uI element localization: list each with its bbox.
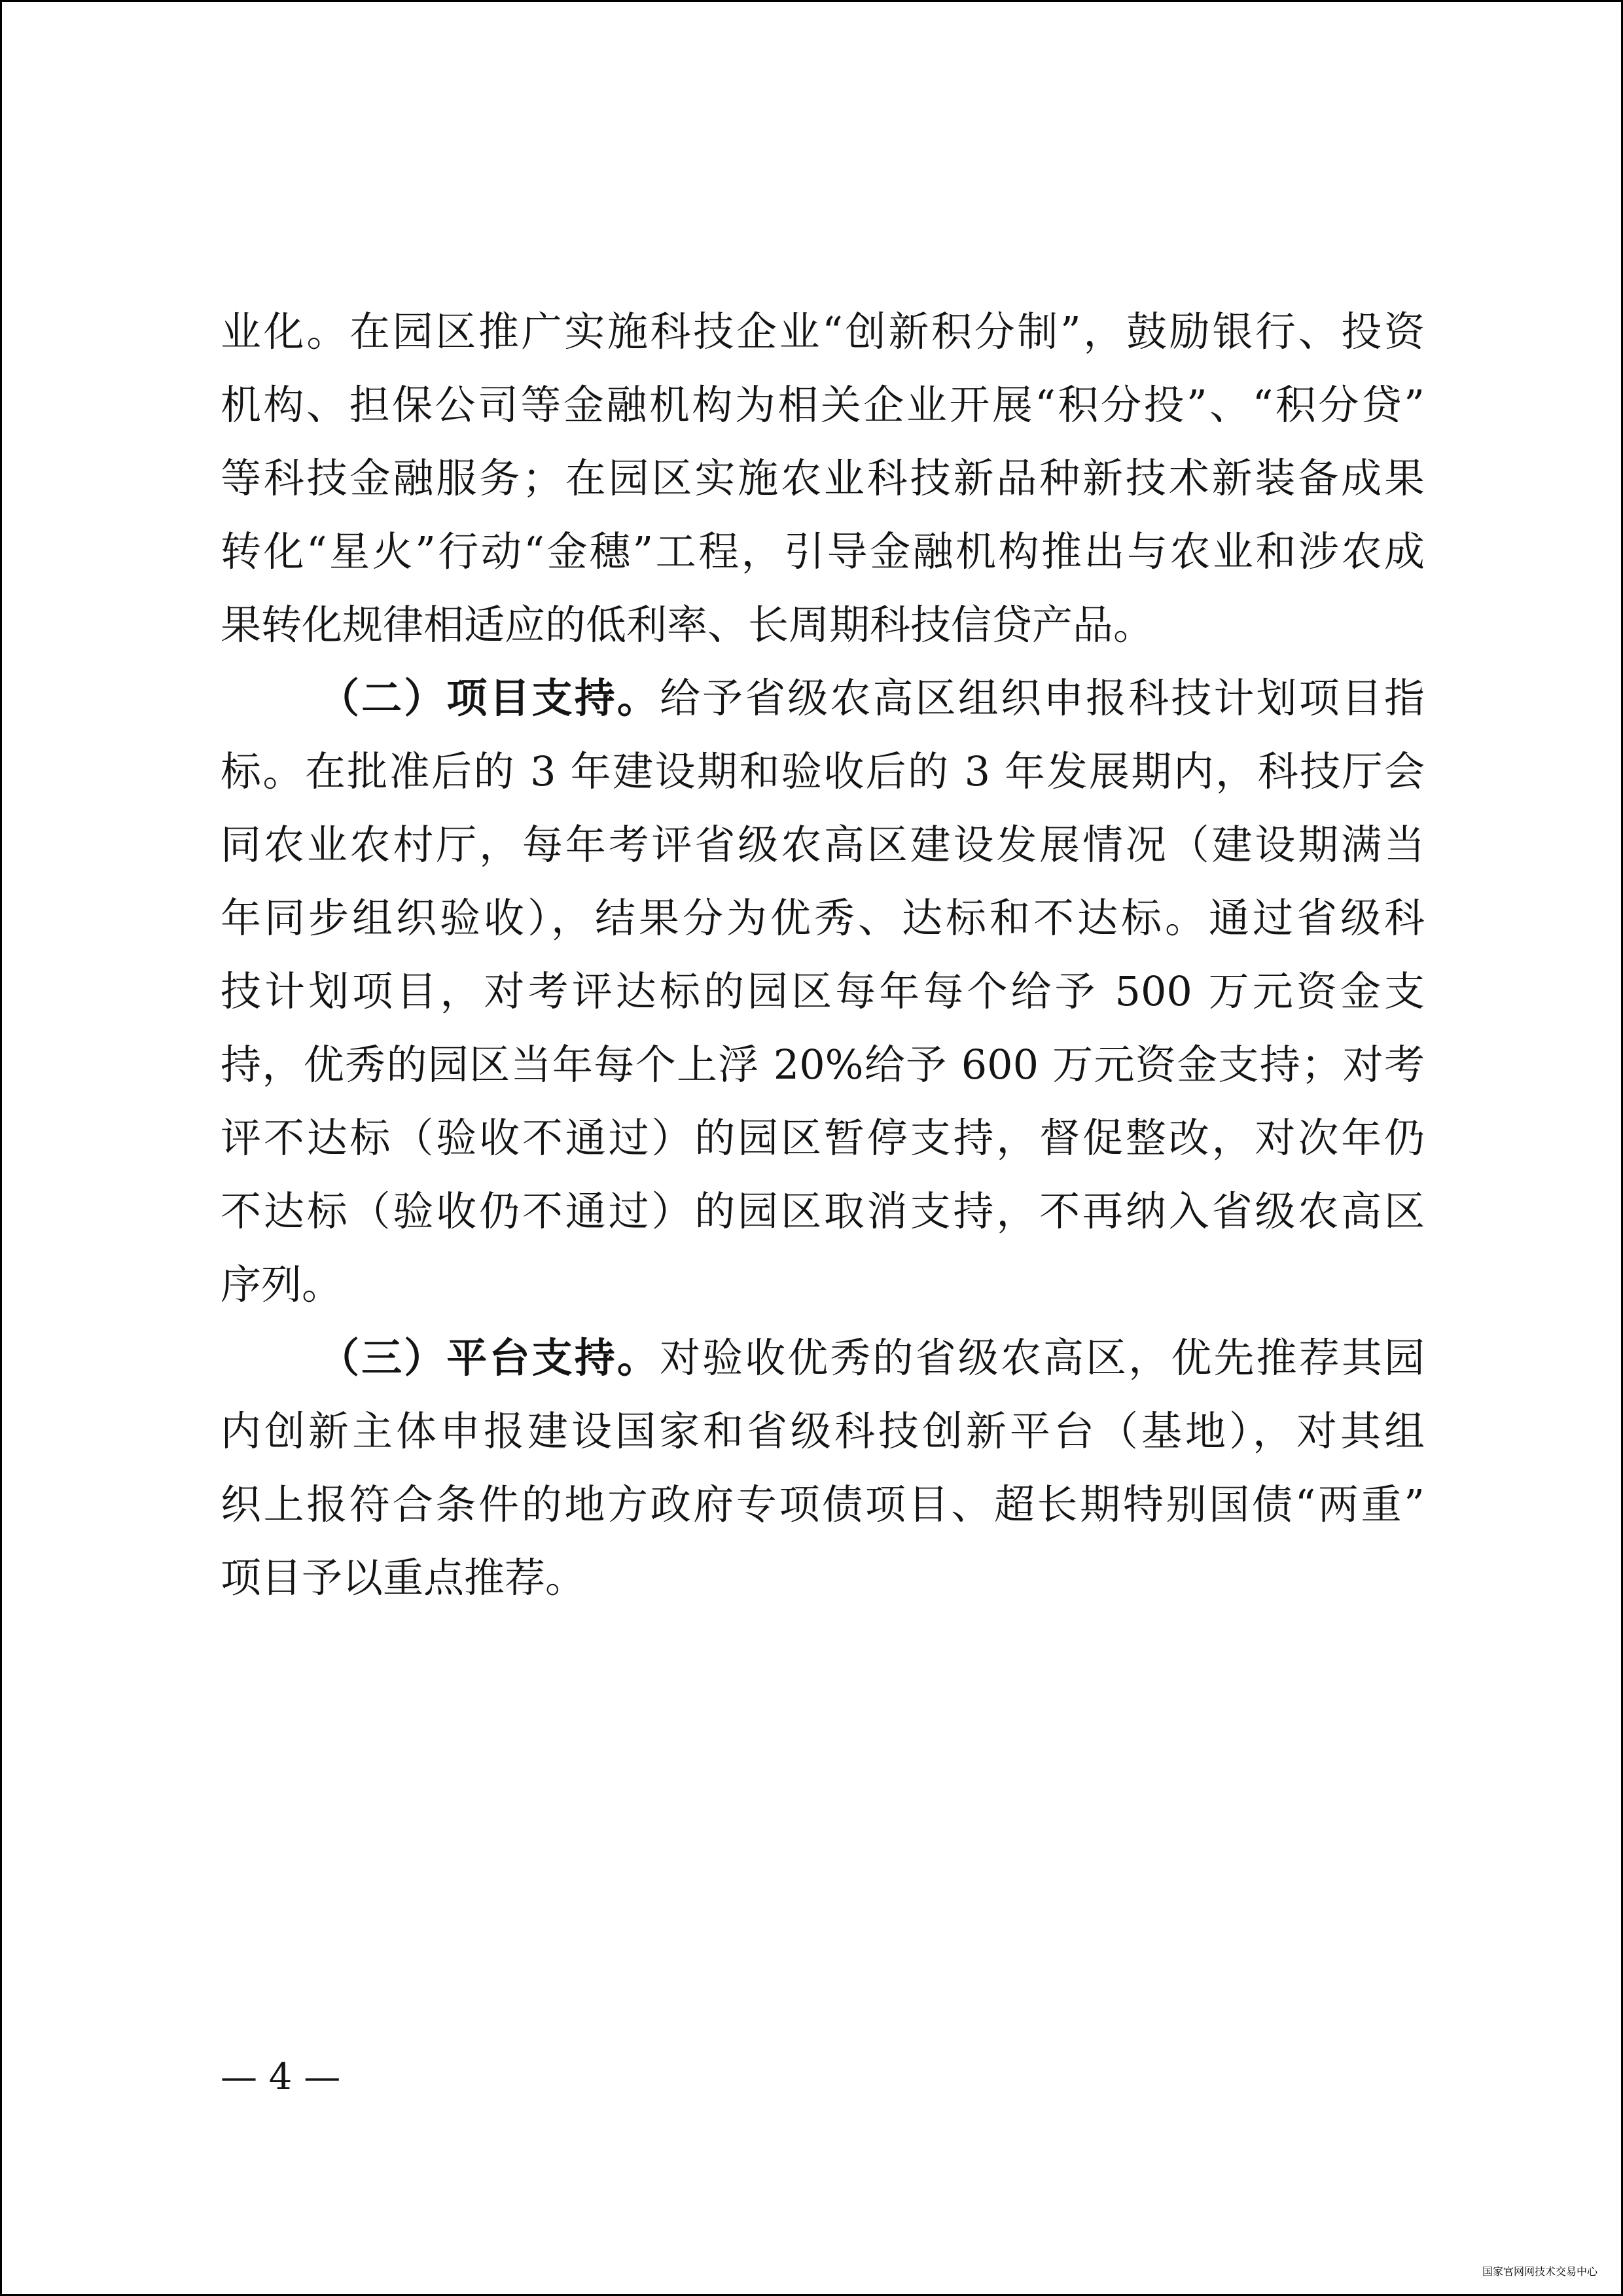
text-line: 年同步组织验收），结果分为优秀、达标和不达标。通过省级科 (221, 894, 1425, 942)
text-line: 持，优秀的园区当年每个上浮 20%给予 600 万元资金支持；对考 (221, 1041, 1425, 1088)
section-three-heading: （三）平台支持。 (319, 1334, 660, 1382)
page-number: — 4 — (221, 2056, 341, 2098)
section-two-first-line (221, 662, 1425, 735)
section-two-text: 给予省级农高区组织申报科技计划项目指 (659, 674, 1425, 722)
text-line: 序列。 (221, 1261, 343, 1308)
text-line: 等科技金融服务；在园区实施农业科技新品种新技术新装备成果 (221, 454, 1425, 502)
section-three-first-line (221, 1321, 1425, 1395)
text-line: 转化“星火”行动“金穗”工程，引导金融机构推出与农业和涉农成 (221, 528, 1425, 575)
text-line: 业化。在园区推广实施科技企业“创新积分制”，鼓励银行、投资 (221, 308, 1425, 355)
text-line: 不达标（验收仍不通过）的园区取消支持，不再纳入省级农高区 (221, 1187, 1425, 1235)
section-three-text: 对验收优秀的省级农高区，优先推荐其园 (659, 1334, 1425, 1382)
text-line: 内创新主体申报建设国家和省级科技创新平台（基地），对其组 (221, 1407, 1425, 1455)
section-two-heading: （二）项目支持。 (319, 674, 660, 722)
text-line: 织上报符合条件的地方政府专项债项目、超长期特别国债“两重” (221, 1480, 1425, 1528)
text-line: 标。在批准后的 3 年建设期和验收后的 3 年发展期内，科技厅会 (221, 747, 1425, 795)
text-line: 项目予以重点推荐。 (221, 1554, 586, 1602)
text-line: 评不达标（验收不通过）的园区暂停支持，督促整改，对次年仍 (221, 1114, 1425, 1162)
document-body (221, 295, 1425, 1615)
watermark-text: 国家官网网技术交易中心 (1482, 2265, 1597, 2278)
text-line: 机构、担保公司等金融机构为相关企业开展“积分投”、“积分贷” (221, 381, 1425, 429)
text-line: 同农业农村厅，每年考评省级农高区建设发展情况（建设期满当 (221, 821, 1425, 869)
text-line: 技计划项目，对考评达标的园区每年每个给予 500 万元资金支 (221, 967, 1425, 1015)
text-line: 果转化规律相适应的低利率、长周期科技信贷产品。 (221, 601, 1154, 649)
